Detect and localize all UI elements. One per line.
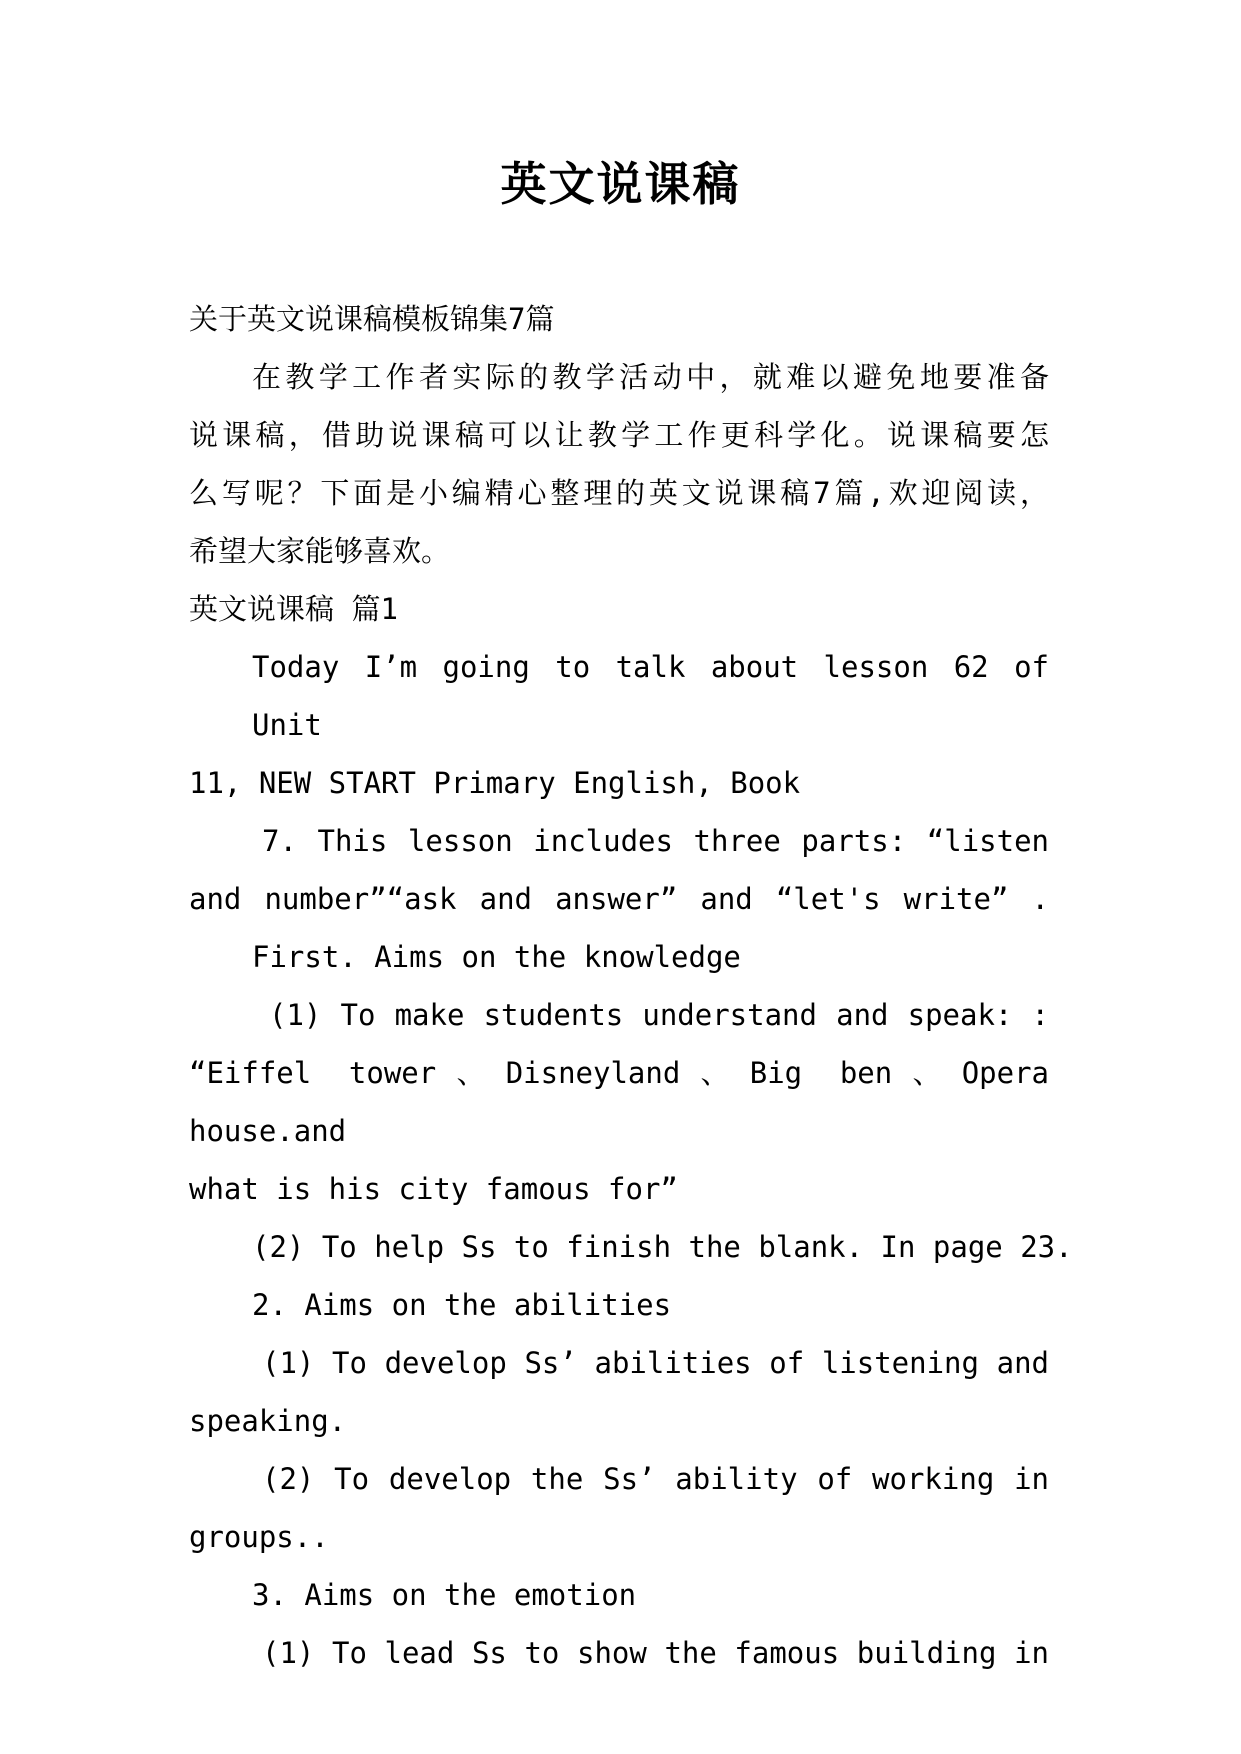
body-line: First. Aims on the knowledge <box>252 940 741 974</box>
body-line: (2) To develop the Ss’ ability of working in <box>262 1462 1049 1496</box>
body-line: Today I’m going to talk about lesson 62 of Unit <box>252 650 1049 742</box>
body-line: speaking. <box>189 1404 347 1438</box>
body-line: 3. Aims on the emotion <box>252 1578 637 1612</box>
body-line: 7. This lesson includes three parts: “listen <box>262 824 1049 858</box>
body-line: “Eiffel tower、Disneyland、Big ben、Opera house.and <box>189 1056 1049 1148</box>
intro-paragraph-line: 么写呢？下面是小编精心整理的英文说课稿7篇,欢迎阅读， <box>189 476 1049 510</box>
document-title: 英文说课稿 <box>500 157 741 211</box>
intro-paragraph-line: 希望大家能够喜欢。 <box>189 534 451 568</box>
body-line: (1) To develop Ss’ abilities of listening and <box>262 1346 1049 1380</box>
body-line: (2) To help Ss to finish the blank. In page 23. <box>252 1230 1073 1264</box>
body-line: (1) To make students understand and speak: : <box>269 998 1049 1032</box>
body-line: groups.. <box>189 1520 329 1554</box>
body-line: and number”“ask and answer” and “let's write” . <box>189 882 1049 916</box>
intro-paragraph-line: 说课稿，借助说课稿可以让教学工作更科学化。说课稿要怎 <box>189 418 1049 452</box>
document-body <box>189 290 1073 1682</box>
body-line: 11, NEW START Primary English, Book <box>189 766 801 800</box>
body-line: what is his city famous for” <box>189 1172 678 1206</box>
body-line: 2. Aims on the abilities <box>252 1288 672 1322</box>
body-line: (1) To lead Ss to show the famous building in <box>262 1636 1049 1670</box>
section-heading: 英文说课稿 篇1 <box>189 592 398 626</box>
intro-paragraph-line: 在教学工作者实际的教学活动中，就难以避免地要准备 <box>252 360 1049 394</box>
intro-heading: 关于英文说课稿模板锦集7篇 <box>189 302 555 336</box>
